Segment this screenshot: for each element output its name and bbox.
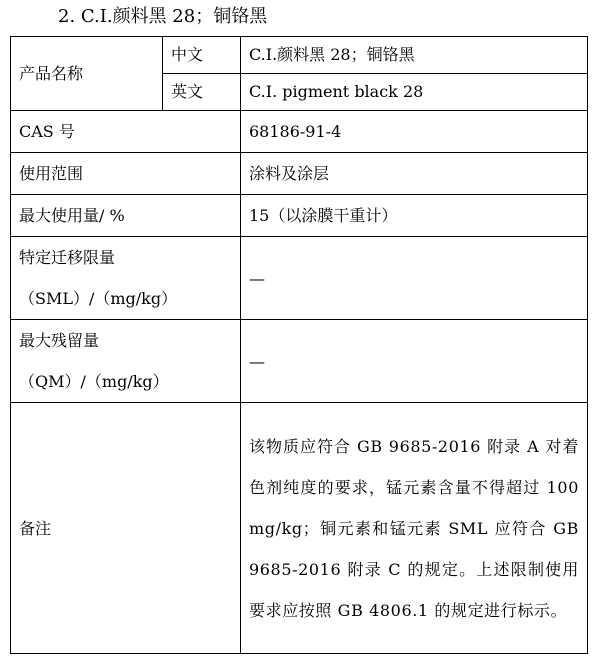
chinese-name-label: 中文 [163,37,241,74]
qm-label-line2: （QM）/（mg/kg） [19,372,169,391]
product-name-label: 产品名称 [11,37,163,111]
table-row [11,37,588,74]
cas-label: CAS 号 [11,111,241,153]
scope-label: 使用范围 [11,153,241,195]
table-row [11,153,588,195]
table-row [11,320,588,403]
max-use-value: 15（以涂膜干重计） [241,195,588,237]
additive-spec-table [10,36,588,654]
table-row [11,403,588,654]
english-name-label: 英文 [163,74,241,111]
sml-label-line1: 特定迁移限量 [19,248,116,267]
qm-value: — [241,320,588,403]
sml-value: — [241,237,588,320]
notes-label: 备注 [11,403,241,654]
section-heading: 2. C.I.颜料黑 28；铜铬黑 [58,6,268,27]
notes-value: 该物质应符合 GB 9685-2016 附录 A 对着色剂纯度的要求，锰元素含量不得超过 100 mg/kg；铜元素和锰元素 SML 应符合 GB 9685-2016 附录 C 的规定。上述限制使用要求应按照 GB 4806.1 的规定进行标示。 [241,403,588,654]
qm-label [11,320,241,403]
qm-label-line1: 最大残留量 [19,331,100,350]
english-name-value: C.I. pigment black 28 [241,74,588,111]
scope-value: 涂料及涂层 [241,153,588,195]
sml-label-line2: （SML）/（mg/kg） [19,289,178,308]
table-row [11,237,588,320]
cas-value: 68186-91-4 [241,111,588,153]
table-row [11,195,588,237]
max-use-label: 最大使用量/ % [11,195,241,237]
chinese-name-value: C.I.颜料黑 28；铜铬黑 [241,37,588,74]
table-row [11,111,588,153]
sml-label [11,237,241,320]
